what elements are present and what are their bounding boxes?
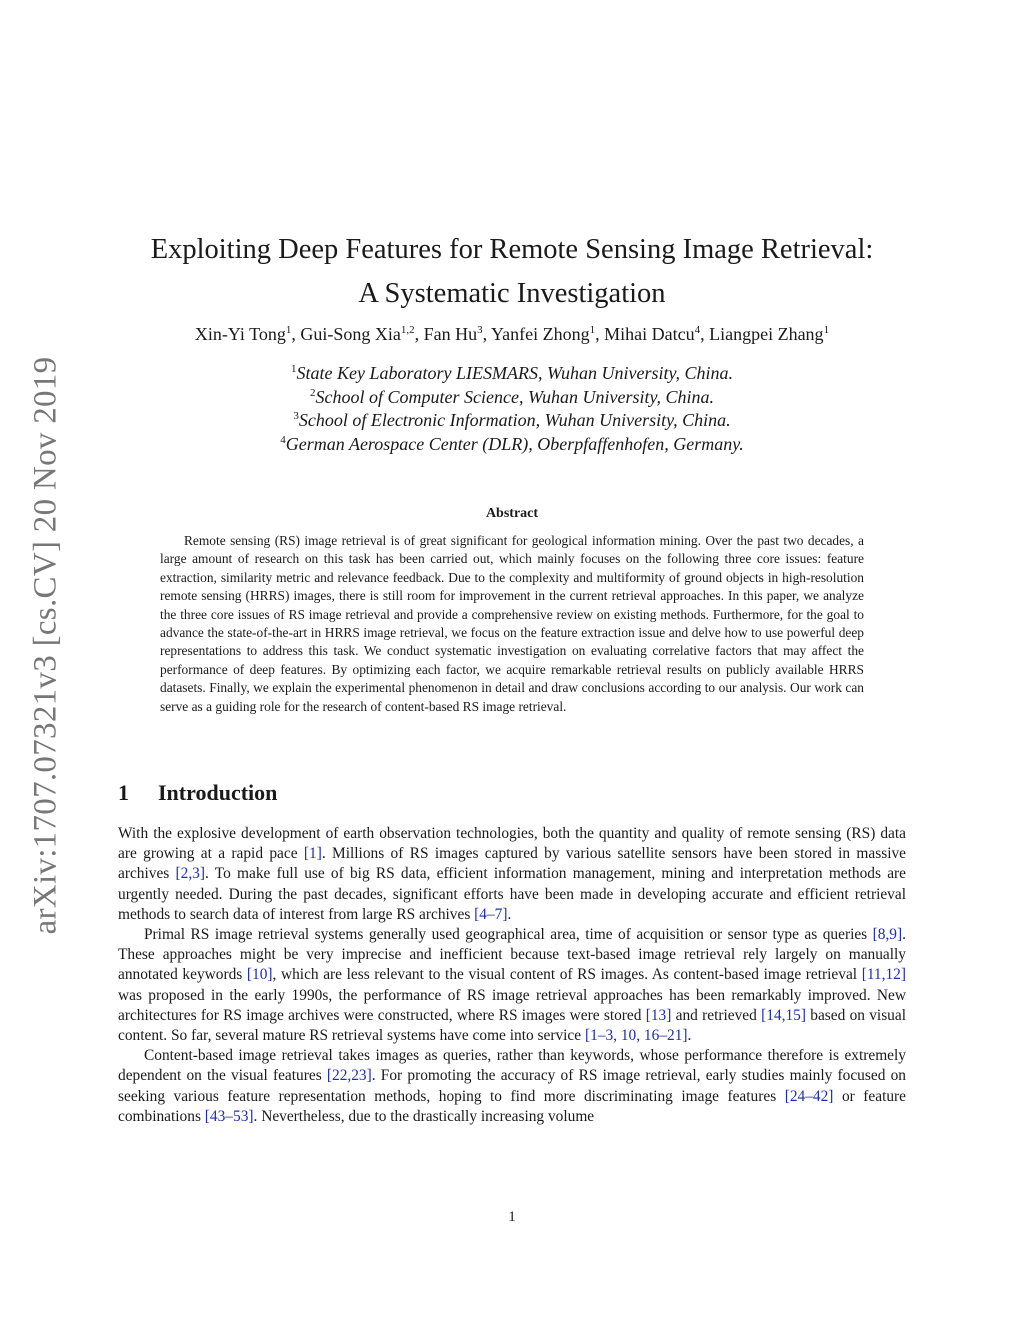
affiliation-number: 1 [291, 363, 297, 375]
section-heading [118, 780, 277, 806]
author-affiliation-mark: 1 [823, 324, 830, 336]
body-text-run: was proposed in the early 1990s, the performance of RS image retrieval approaches has been remarkably improved. New architectures for RS image archives were constructed, where RS images were stored [118, 986, 906, 1024]
affiliation-number: 3 [293, 410, 299, 422]
author-name: Xin-Yi Tong [194, 324, 286, 344]
section-title: Introduction [158, 780, 278, 805]
author-separator: , [700, 324, 710, 344]
body-text-run: . For promoting the accuracy of RS image retrieval, early studies mainly focused on seeking various feature representation methods, hoping to find more discriminating image features [118, 1067, 906, 1105]
affiliation-line [0, 386, 1024, 410]
citation-link[interactable]: [11,12] [861, 966, 906, 984]
affiliation-text: School of Electronic Information, Wuhan University, China. [298, 410, 731, 430]
body-text-run: . Millions of RS images captured by various satellite sensors have been stored in massive archives [118, 845, 906, 883]
citation-link[interactable]: [4–7] [474, 905, 508, 923]
affiliation-number: 2 [310, 386, 316, 399]
body-paragraph [118, 824, 906, 925]
citation-link[interactable]: [2,3] [175, 865, 205, 883]
author-separator: , [595, 324, 605, 344]
body-text-run: . To make full use of big RS data, efficient information management, mining and interpretation methods are urgently needed. During the past decades, significant efforts have been made in developing accurate and efficient retrieval methods to search data of interest from large RS archives [118, 865, 906, 923]
body-paragraph [118, 1046, 906, 1127]
affiliation-list [0, 362, 1024, 456]
author-separator: , [482, 324, 491, 344]
citation-link[interactable]: [10] [246, 966, 273, 984]
body-text-run: and retrieved [671, 1006, 762, 1024]
body-text-run: or feature combinations [118, 1087, 906, 1125]
author-affiliation-mark: 3 [477, 324, 483, 336]
page-number: 1 [508, 1209, 516, 1225]
body-text-run: With the explosive development of earth observation technologies, both the quantity and quality of remote sensing (RS) data are growing at a rapid pace [118, 825, 906, 863]
citation-link[interactable]: [22,23] [326, 1067, 372, 1085]
affiliation-line [0, 362, 1024, 386]
author-name: Mihai Datcu [604, 324, 695, 344]
author-separator: , [414, 324, 424, 344]
body-text-run: based on visual content. So far, several mature RS retrieval systems have come into service [118, 1006, 906, 1045]
affiliation-line [0, 433, 1024, 457]
author-name: Yanfei Zhong [490, 324, 590, 344]
body-text-run: . [507, 905, 512, 923]
author-name: Liangpei Zhang [709, 324, 824, 344]
body-text-run: , which are less relevant to the visual content of RS images. As content-based image retrieval [272, 966, 862, 984]
author-affiliation-mark: 1 [589, 324, 596, 336]
author-name: Fan Hu [423, 324, 478, 344]
paper-title [0, 228, 1024, 316]
citation-link[interactable]: [43–53] [204, 1107, 254, 1125]
citation-link[interactable]: [24–42] [784, 1087, 834, 1105]
author-list [0, 322, 1024, 346]
author-name: Gui-Song Xia [300, 324, 401, 344]
author-separator: , [291, 324, 301, 344]
title-line-2: A Systematic Investigation [358, 278, 666, 309]
body-text-run: . [687, 1027, 692, 1045]
citation-link[interactable]: [8,9] [872, 926, 903, 944]
affiliation-text: State Key Laboratory LIESMARS, Wuhan University, China. [296, 363, 733, 383]
author-affiliation-mark: 1 [285, 324, 292, 336]
citation-link[interactable]: [1–3, 10, 16–21] [584, 1027, 688, 1045]
section-number: 1 [118, 780, 129, 805]
abstract-heading: Abstract [485, 506, 539, 521]
affiliation-text: School of Computer Science, Wuhan University, China. [315, 386, 714, 407]
body-text-run: . Nevertheless, due to the drastically increasing volume [253, 1107, 595, 1125]
introduction-body [118, 824, 906, 1127]
author-affiliation-mark: 1,2 [400, 324, 415, 336]
body-text-run: Primal RS image retrieval systems generally used geographical area, time of acquisition or sensor type as queries [144, 926, 873, 944]
affiliation-text: German Aerospace Center (DLR), Oberpfaffenhofen, Germany. [285, 433, 744, 454]
citation-link[interactable]: [13] [645, 1006, 672, 1024]
citation-link[interactable]: [14,15] [761, 1006, 806, 1024]
author-affiliation-mark: 4 [694, 324, 701, 336]
citation-link[interactable]: [1] [303, 845, 322, 863]
body-paragraph [118, 925, 906, 1046]
arxiv-stamp-text: arXiv:1707.07321v3 [cs.CV] 20 Nov 2019 [27, 356, 64, 934]
affiliation-line [0, 409, 1024, 433]
title-line-1: Exploiting Deep Features for Remote Sensing Image Retrieval: [150, 234, 874, 265]
affiliation-number: 4 [280, 433, 286, 446]
abstract-text: Remote sensing (RS) image retrieval is of great significant for geological information mining. Over the past two decades, a large amount of research on this task has been carried out, which mainly focuses on the following three core issues: feature extraction, similarity metric and relevance feedback. Due to the complexity and multiformity of ground objects in high-resolution remote sensing (HRRS) images, there is still room for improvement in the current retrieval approaches. In this paper, we analyze the three core issues of RS image retrieval and provide a comprehensive review on existing methods. Furthermore, for the goal to advance the state-of-the-art in HRRS image retrieval, we focus on the feature extraction issue and delve how to use powerful deep representations to address this task. We conduct systematic investigation on evaluating correlative factors that may affect the performance of deep features. By optimizing each factor, we acquire remarkable retrieval results on publicly available HRRS datasets. Finally, we explain the experimental phenomenon in detail and draw conclusions according to our analysis. Our work can serve as a guiding role for the research of content-based RS image retrieval. [160, 533, 864, 714]
body-text-run: . These approaches might be very imprecise and inefficient because text-based image retrieval rely largely on manually annotated keywords [118, 926, 906, 984]
body-text-run: Content-based image retrieval takes images as queries, rather than keywords, whose performance therefore is extremely dependent on the visual features [118, 1047, 906, 1085]
